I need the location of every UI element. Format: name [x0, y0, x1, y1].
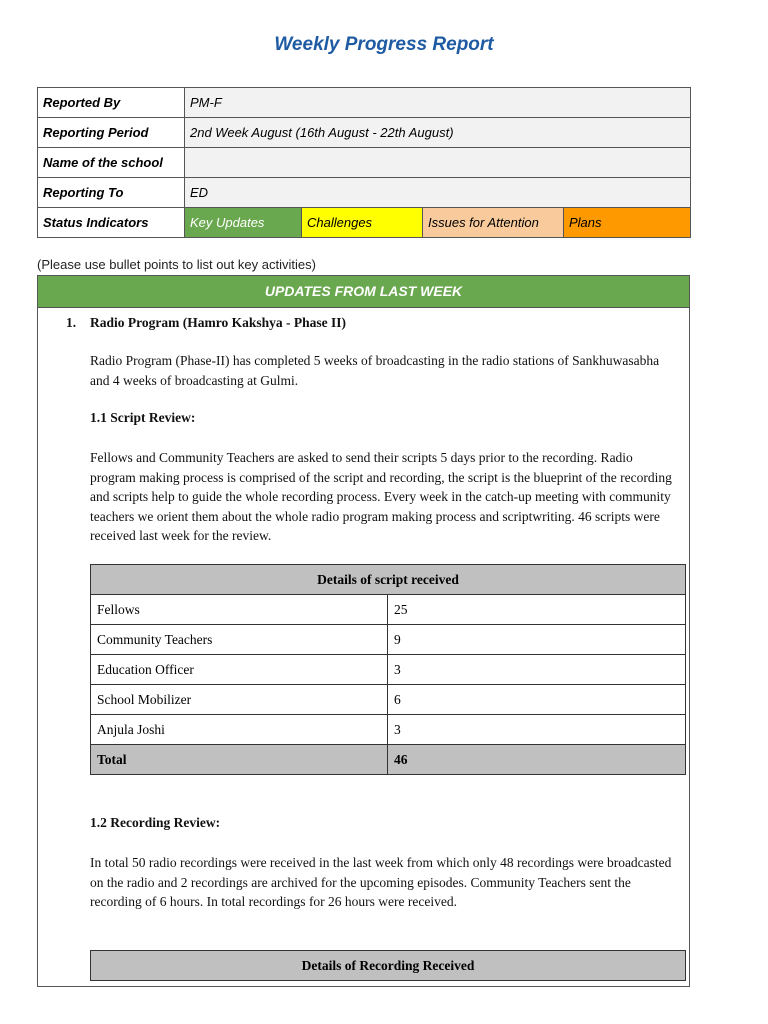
recording-details-table — [90, 950, 686, 981]
status-issues: Issues for Attention — [423, 208, 564, 238]
row-value: 3 — [388, 655, 686, 685]
reporting-period-value: 2nd Week August (16th August - 22th August) — [185, 118, 691, 148]
table-row — [91, 655, 686, 685]
instruction-note: (Please use bullet points to list out key activities) — [37, 257, 316, 272]
reporting-to-value: ED — [185, 178, 691, 208]
row-value: 6 — [388, 685, 686, 715]
status-indicators-label: Status Indicators — [38, 208, 185, 238]
meta-row-school — [38, 148, 691, 178]
row-value: 25 — [388, 595, 686, 625]
item-heading — [66, 315, 346, 331]
school-name-value — [185, 148, 691, 178]
table-row — [91, 625, 686, 655]
table-row — [91, 685, 686, 715]
recording-review-heading: 1.2 Recording Review: — [90, 815, 221, 830]
recording-review-paragraph: In total 50 radio recordings were received in the last week from which only 48 recordings were broadcasted on the radio and 2 recordings are archived for the upcoming episodes. Community Teachers sent the recording of 6 hours. In total recordings for 26 hours were received. — [90, 855, 672, 909]
row-label: Anjula Joshi — [91, 715, 388, 745]
table-total-row — [91, 745, 686, 775]
item-title: Radio Program (Hamro Kakshya - Phase II) — [90, 315, 346, 330]
script-review-heading: 1.1 Script Review: — [90, 410, 196, 425]
status-challenges: Challenges — [302, 208, 423, 238]
total-value: 46 — [388, 745, 686, 775]
meta-row-reporting-to — [38, 178, 691, 208]
row-label: Fellows — [91, 595, 388, 625]
meta-row-status — [38, 208, 691, 238]
row-label: Education Officer — [91, 655, 388, 685]
table-row — [91, 595, 686, 625]
reporting-to-label: Reporting To — [38, 178, 185, 208]
meta-row-reported-by — [38, 88, 691, 118]
table-header-row — [91, 951, 686, 981]
meta-row-period — [38, 118, 691, 148]
row-value: 9 — [388, 625, 686, 655]
report-title: Weekly Progress Report — [274, 34, 494, 55]
reporting-period-label: Reporting Period — [38, 118, 185, 148]
row-label: School Mobilizer — [91, 685, 388, 715]
row-label: Community Teachers — [91, 625, 388, 655]
script-details-table — [90, 564, 686, 775]
item-number: 1. — [66, 315, 77, 330]
reported-by-label: Reported By — [38, 88, 185, 118]
table-row — [91, 715, 686, 745]
school-name-label: Name of the school — [38, 148, 185, 178]
total-label: Total — [91, 745, 388, 775]
status-key-updates: Key Updates — [185, 208, 302, 238]
recording-table-header: Details of Recording Received — [91, 951, 686, 981]
radio-program-paragraph: Radio Program (Phase-II) has completed 5 weeks of broadcasting in the radio stations of Sankhuwasabha and 4 weeks of broadcasting at Gulmi. — [90, 353, 660, 388]
updates-section — [37, 275, 690, 987]
reported-by-value: PM-F — [185, 88, 691, 118]
script-review-paragraph: Fellows and Community Teachers are asked to send their scripts 5 days prior to the recording. Radio program making process is comprised of the script and recording, the script is the blueprint of the recording and scripts help to guide the whole recording process. Every week in the catch-up meeting with community teachers we orient them about the whole radio program making process and scriptwriting. 46 scripts were received last week for the review. — [90, 450, 672, 543]
row-value: 3 — [388, 715, 686, 745]
report-meta-table — [37, 87, 691, 238]
table-header-row — [91, 565, 686, 595]
script-table-header: Details of script received — [91, 565, 686, 595]
status-plans: Plans — [564, 208, 691, 238]
updates-section-header: UPDATES FROM LAST WEEK — [38, 276, 689, 308]
